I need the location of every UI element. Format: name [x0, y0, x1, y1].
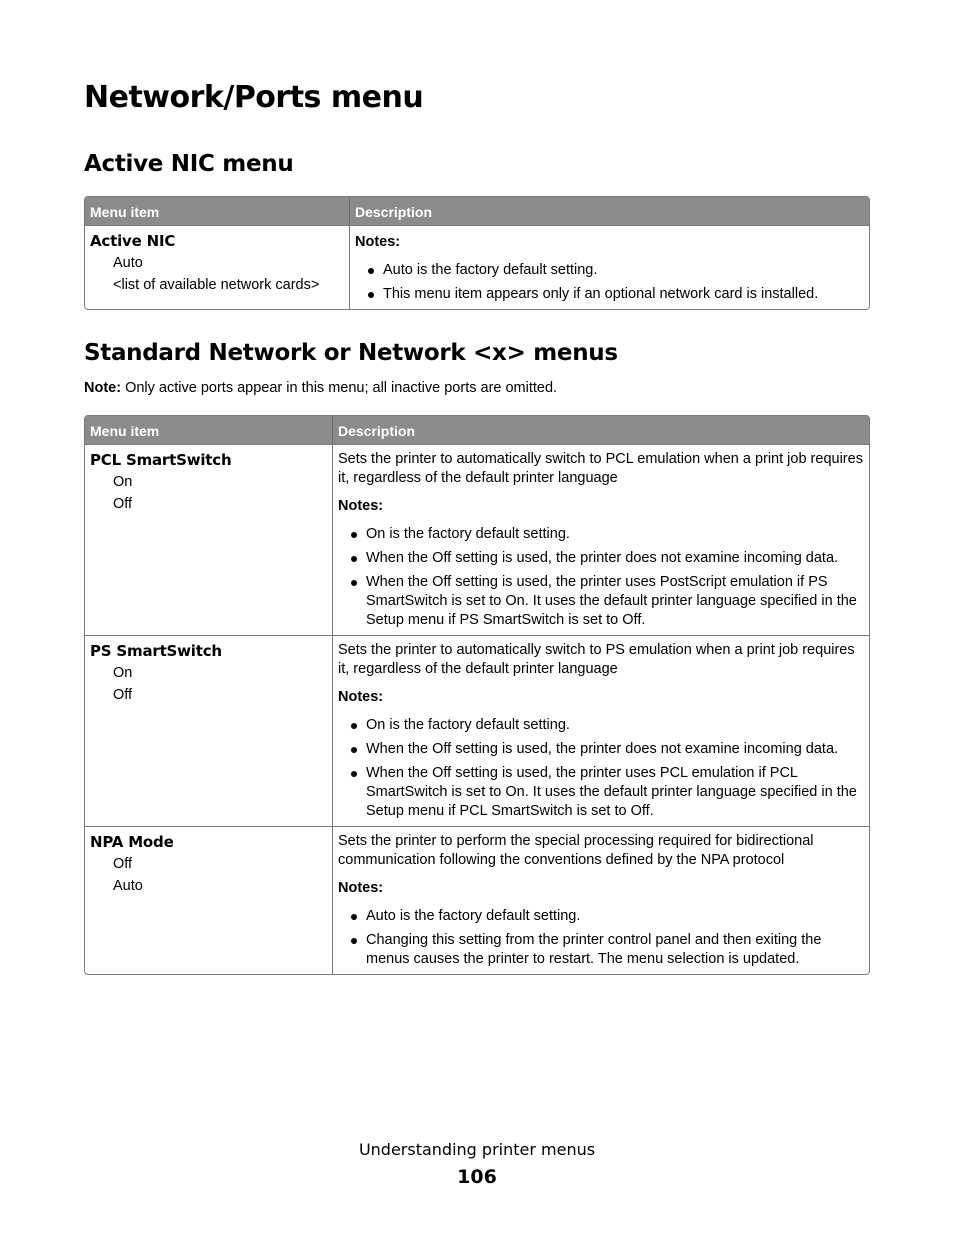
active-nic-table	[84, 196, 870, 310]
table-row	[85, 444, 869, 635]
notes-label: Notes:	[338, 689, 384, 705]
description-text: Sets the printer to automatically switch to PCL emulation when a print job requires it, regardless of the default printer language	[338, 451, 863, 486]
description-cell	[350, 225, 869, 309]
note-item: Auto is the factory default setting.	[355, 261, 864, 280]
menu-item-cell	[85, 444, 333, 635]
note-item: On is the factory default setting.	[338, 716, 864, 735]
menu-item-option: Off	[113, 496, 133, 512]
note-item: Changing this setting from the printer control panel and then exiting the menus causes the printer to restart. The menu selection is updated.	[338, 931, 864, 969]
note-item: On is the factory default setting.	[338, 525, 864, 544]
note-item: When the Off setting is used, the printer does not examine incoming data.	[338, 740, 864, 759]
description-cell	[333, 635, 869, 826]
table-header-row	[85, 197, 869, 225]
notes-label: Notes:	[338, 880, 384, 896]
notes-label: Notes:	[355, 234, 401, 250]
note-item: When the Off setting is used, the printer uses PCL emulation if PCL SmartSwitch is set to On. It uses the default printer language specified in the Setup menu if PCL SmartSwitch is set to Off.	[338, 764, 864, 821]
column-header-menu-item: Menu item	[85, 197, 350, 225]
menu-item-name: PS SmartSwitch	[90, 642, 222, 660]
page-number: 106	[457, 1166, 497, 1188]
notes-list	[338, 907, 864, 969]
menu-item-cell	[85, 225, 350, 309]
menu-item-option: Off	[113, 687, 133, 703]
note-item: When the Off setting is used, the printer does not examine incoming data.	[338, 549, 864, 568]
page-title: Network/Ports menu	[84, 80, 424, 115]
notes-list	[338, 716, 864, 821]
section-title-standard-network: Standard Network or Network <x> menus	[84, 340, 618, 366]
menu-item-option: Off	[113, 856, 133, 872]
note-item: This menu item appears only if an optional network card is installed.	[355, 285, 864, 304]
note-text: Only active ports appear in this menu; all inactive ports are omitted.	[121, 380, 558, 396]
table-header-row	[85, 416, 869, 444]
column-header-description: Description	[350, 197, 869, 225]
table-row	[85, 635, 869, 826]
note-label: Note:	[84, 380, 122, 396]
menu-item-option: Auto	[113, 878, 143, 894]
description-text: Sets the printer to perform the special processing required for bidirectional communication following the conventions defined by the NPA protocol	[338, 833, 814, 868]
column-header-description: Description	[333, 416, 869, 444]
menu-item-option: On	[113, 474, 133, 490]
note-item: When the Off setting is used, the printer uses PostScript emulation if PS SmartSwitch is set to On. It uses the default printer language specified in the Setup menu if PS SmartSwitch is set to Off.	[338, 573, 864, 630]
menu-item-name: NPA Mode	[90, 833, 174, 851]
note-line	[84, 380, 557, 396]
table-row	[85, 225, 869, 309]
standard-network-table	[84, 415, 870, 975]
menu-item-option: <list of available network cards>	[113, 277, 320, 293]
section-title-active-nic: Active NIC menu	[84, 151, 294, 177]
column-header-menu-item: Menu item	[85, 416, 333, 444]
notes-list	[338, 525, 864, 630]
description-text: Sets the printer to automatically switch to PS emulation when a print job requires it, regardless of the default printer language	[338, 642, 855, 677]
description-cell	[333, 444, 869, 635]
menu-item-cell	[85, 826, 333, 974]
menu-item-name: Active NIC	[90, 232, 176, 250]
menu-item-name: PCL SmartSwitch	[90, 451, 232, 469]
note-item: Auto is the factory default setting.	[338, 907, 864, 926]
notes-list	[355, 261, 864, 304]
table-row	[85, 826, 869, 974]
menu-item-cell	[85, 635, 333, 826]
footer-chapter-title: Understanding printer menus	[358, 1140, 596, 1159]
description-cell	[333, 826, 869, 974]
menu-item-option: Auto	[113, 255, 143, 271]
notes-label: Notes:	[338, 498, 384, 514]
menu-item-option: On	[113, 665, 133, 681]
